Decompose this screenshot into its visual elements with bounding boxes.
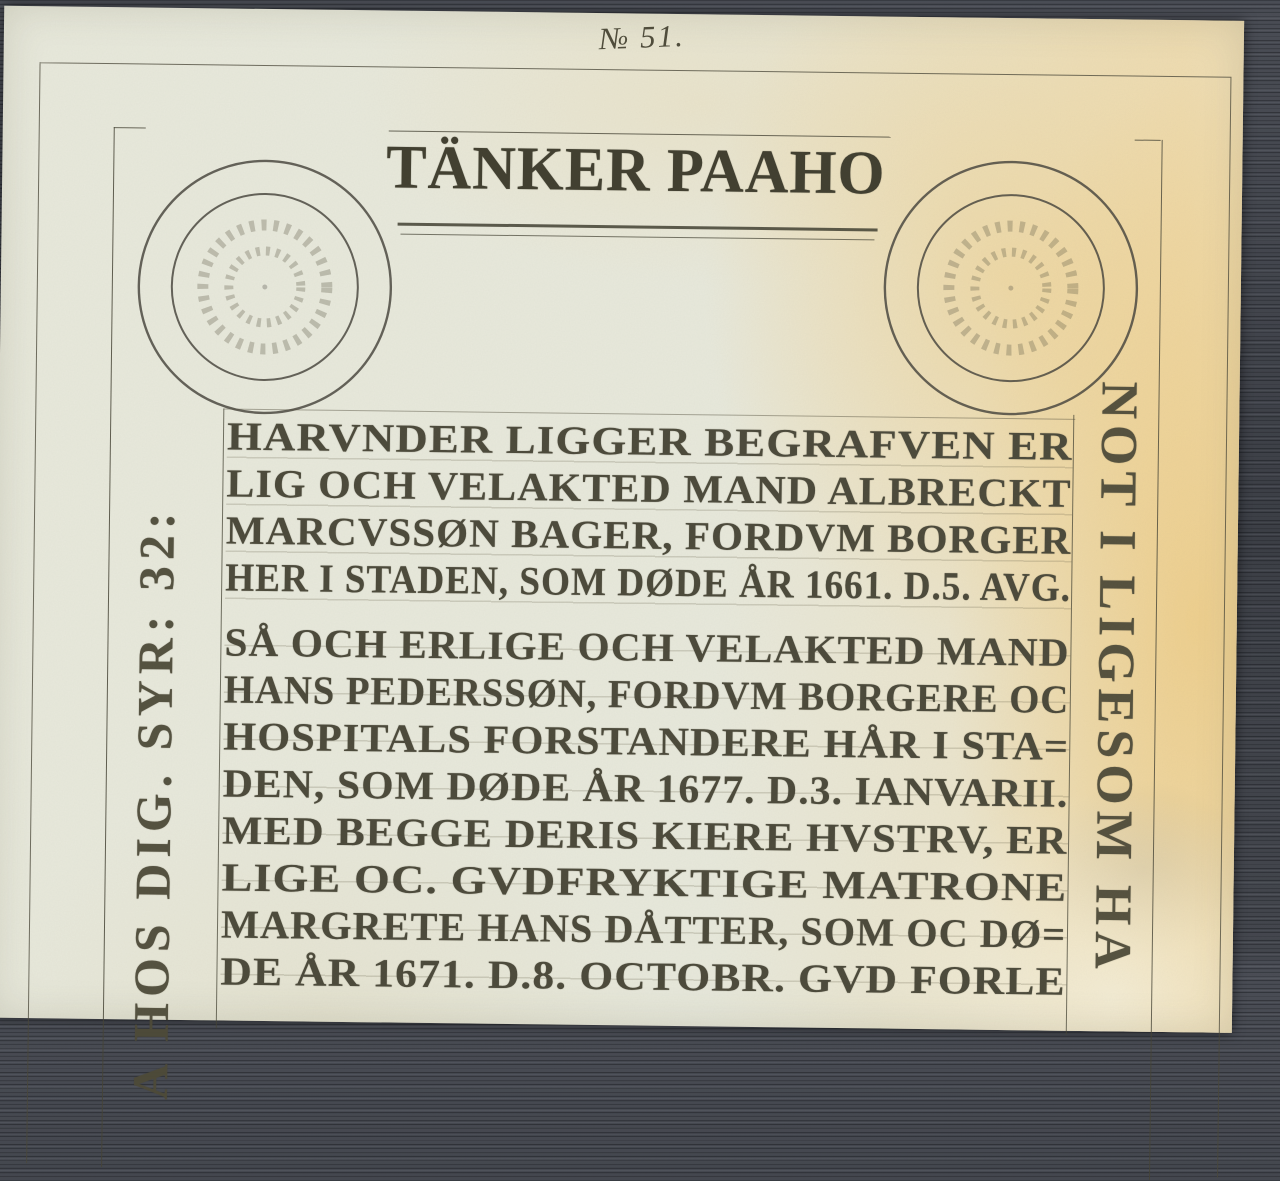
inscription-line: MARGRETE HANS DÅTTER, SOM OC DØ=	[220, 901, 1067, 957]
rosette-icon	[133, 155, 396, 418]
title-band	[386, 132, 889, 230]
inscription-line: LIGE OC. GVDFRYKTIGE MATRONE	[221, 854, 1068, 910]
inscription-line: DEN, SOM DØDE ÅR 1677. D.3. IANVARII.	[222, 760, 1069, 816]
inscription-line: HER I STADEN, SOM DØDE ÅR 1661. D.5. AVG.	[225, 554, 1072, 610]
inscription	[220, 413, 1073, 1031]
inscription-line: HARVNDER LIGGER BEGRAFVEN ER	[226, 413, 1073, 469]
inscription-line: LIG OCH VELAKTED MAND ALBRECKT	[226, 460, 1072, 516]
page-number: № 51.	[598, 17, 686, 57]
border-text-left: A HOS DIG. SYR: 32:	[121, 506, 186, 1100]
inscription-line: MED BEGGE DERIS KIERE HVSTRV, ER	[221, 807, 1068, 863]
inscription-line: MARCVSSØN BAGER, FORDVM BORGER	[225, 507, 1072, 563]
inscription-line: HANS PEDERSSØN, FORDVM BORGERE OC	[223, 666, 1070, 722]
manuscript-paper	[0, 6, 1244, 1100]
border-text-right: NOT I LIGESOM HA	[1083, 381, 1148, 976]
inscription-line: SÅ OCH ERLIGE OCH VELAKTED MAND	[224, 619, 1070, 675]
inscription-line: HOSPITALS FORSTANDERE HÅR I STA=	[223, 713, 1070, 769]
inscription-line: DE ÅR 1671. D.8. OCTOBR. GVD FORLE	[220, 948, 1067, 1004]
page-title: TÄNKER PAAHO	[385, 133, 886, 208]
rosette-icon	[879, 156, 1142, 419]
